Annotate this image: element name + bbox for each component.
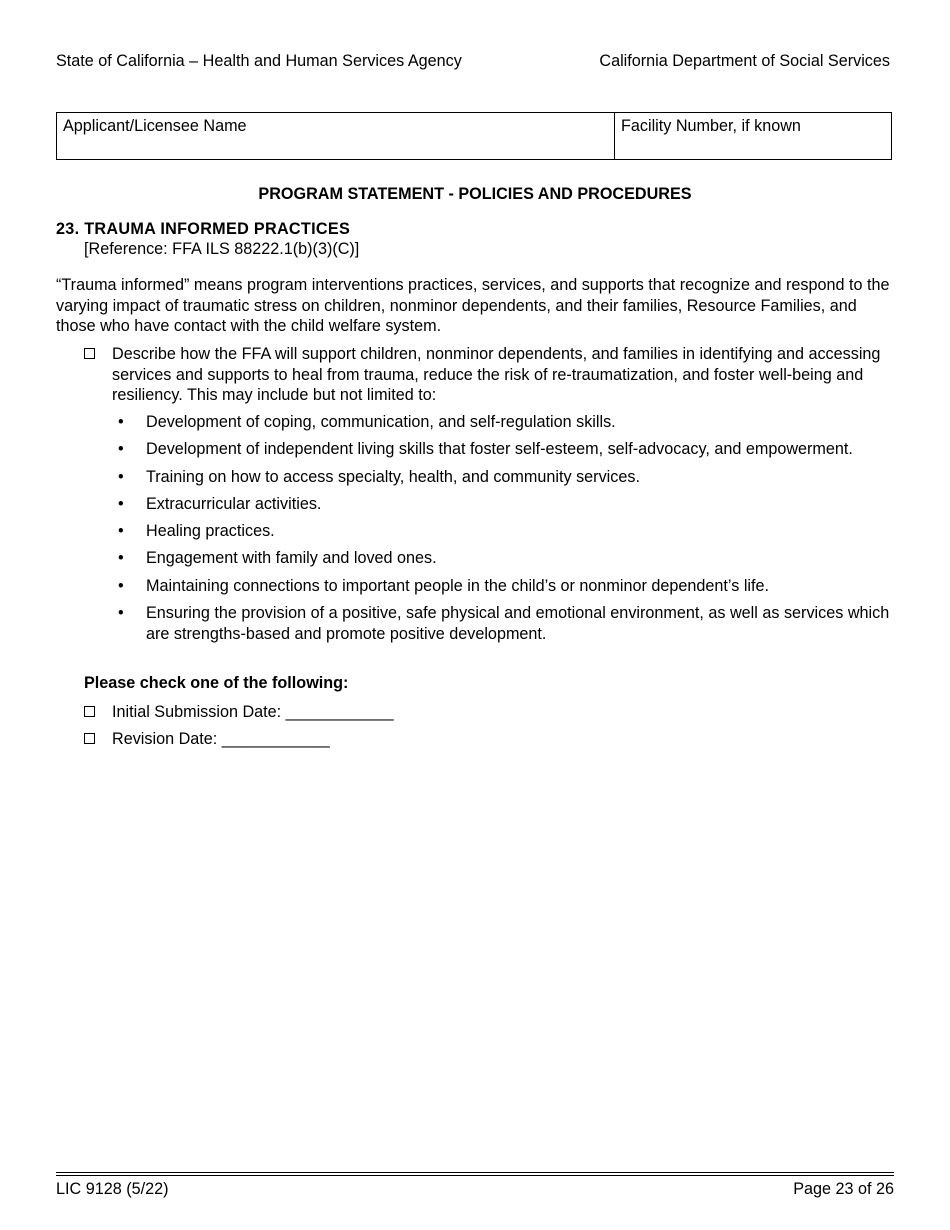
list-item-text: Training on how to access specialty, health, and community services. [146, 467, 640, 486]
applicant-info-box [56, 112, 892, 160]
describe-checkbox[interactable] [84, 348, 95, 359]
footer-rule [56, 1175, 894, 1176]
bullet-dot: • [118, 440, 124, 459]
list-item-text: Ensuring the provision of a positive, safe physical and emotional environment, as well as services which are strengths-based and promote positive development. [146, 604, 890, 643]
list-item-text: Maintaining connections to important people in the child’s or nonminor dependent’s life. [146, 576, 770, 595]
list-item-text: Development of coping, communication, and self-regulation skills. [146, 413, 616, 431]
list-item [118, 521, 908, 542]
trauma-informed-definition: “Trauma informed” means program interventions practices, services, and supports that recognize and respond to the varying impact of traumatic stress on children, nonminor dependents, and their families, Resource Families, and those who have contact with the child welfare system. [56, 276, 890, 335]
initial-submission-label: Initial Submission Date: ____________ [112, 703, 394, 721]
bullet-dot: • [118, 604, 124, 623]
list-item [118, 603, 908, 644]
list-item [118, 548, 908, 569]
applicant-name-field[interactable]: Applicant/Licensee Name [63, 117, 247, 135]
list-item [118, 467, 908, 488]
bullet-dot: • [118, 413, 124, 431]
revision-checkbox[interactable] [84, 733, 95, 744]
bullet-dot: • [118, 549, 124, 568]
bullet-dot: • [118, 576, 124, 595]
box-divider [614, 113, 615, 159]
page-number: Page 23 of 26 [793, 1180, 894, 1198]
list-item [118, 439, 908, 460]
department-header: California Department of Social Services [599, 52, 890, 70]
facility-number-field[interactable]: Facility Number, if known [621, 117, 801, 135]
footer-rule [56, 1172, 894, 1173]
initial-submission-checkbox[interactable] [84, 706, 95, 717]
page-title: PROGRAM STATEMENT - POLICIES AND PROCEDURES [258, 185, 692, 203]
bullet-dot: • [118, 467, 124, 486]
section-heading: 23. TRAUMA INFORMED PRACTICES [56, 220, 351, 238]
list-item-text: Engagement with family and loved ones. [146, 549, 437, 568]
bullet-dot: • [118, 494, 124, 513]
list-item-text: Healing practices. [146, 522, 275, 541]
list-item [118, 412, 908, 433]
agency-header: State of California – Health and Human Services Agency [56, 52, 462, 70]
revision-label: Revision Date: ____________ [112, 730, 330, 748]
check-instruction: Please check one of the following: [84, 674, 349, 692]
list-item-text: Extracurricular activities. [146, 494, 322, 513]
bullet-dot: • [118, 522, 124, 541]
section-reference: [Reference: FFA ILS 88222.1(b)(3)(C)] [84, 240, 360, 258]
list-item-text: Development of independent living skills that foster self-esteem, self-advocacy, and empowerment. [146, 440, 853, 459]
practice-list [118, 412, 908, 651]
revision-option [84, 729, 484, 751]
describe-text: Describe how the FFA will support children, nonminor dependents, and families in identifying and accessing services and supports to heal from trauma, reduce the risk of re-traumatization, and foster well-being and resiliency. This may include but not limited to: [112, 345, 881, 404]
form-id: LIC 9128 (5/22) [56, 1180, 169, 1198]
list-item [118, 494, 908, 515]
initial-submission-option [84, 702, 484, 724]
list-item [118, 576, 908, 597]
